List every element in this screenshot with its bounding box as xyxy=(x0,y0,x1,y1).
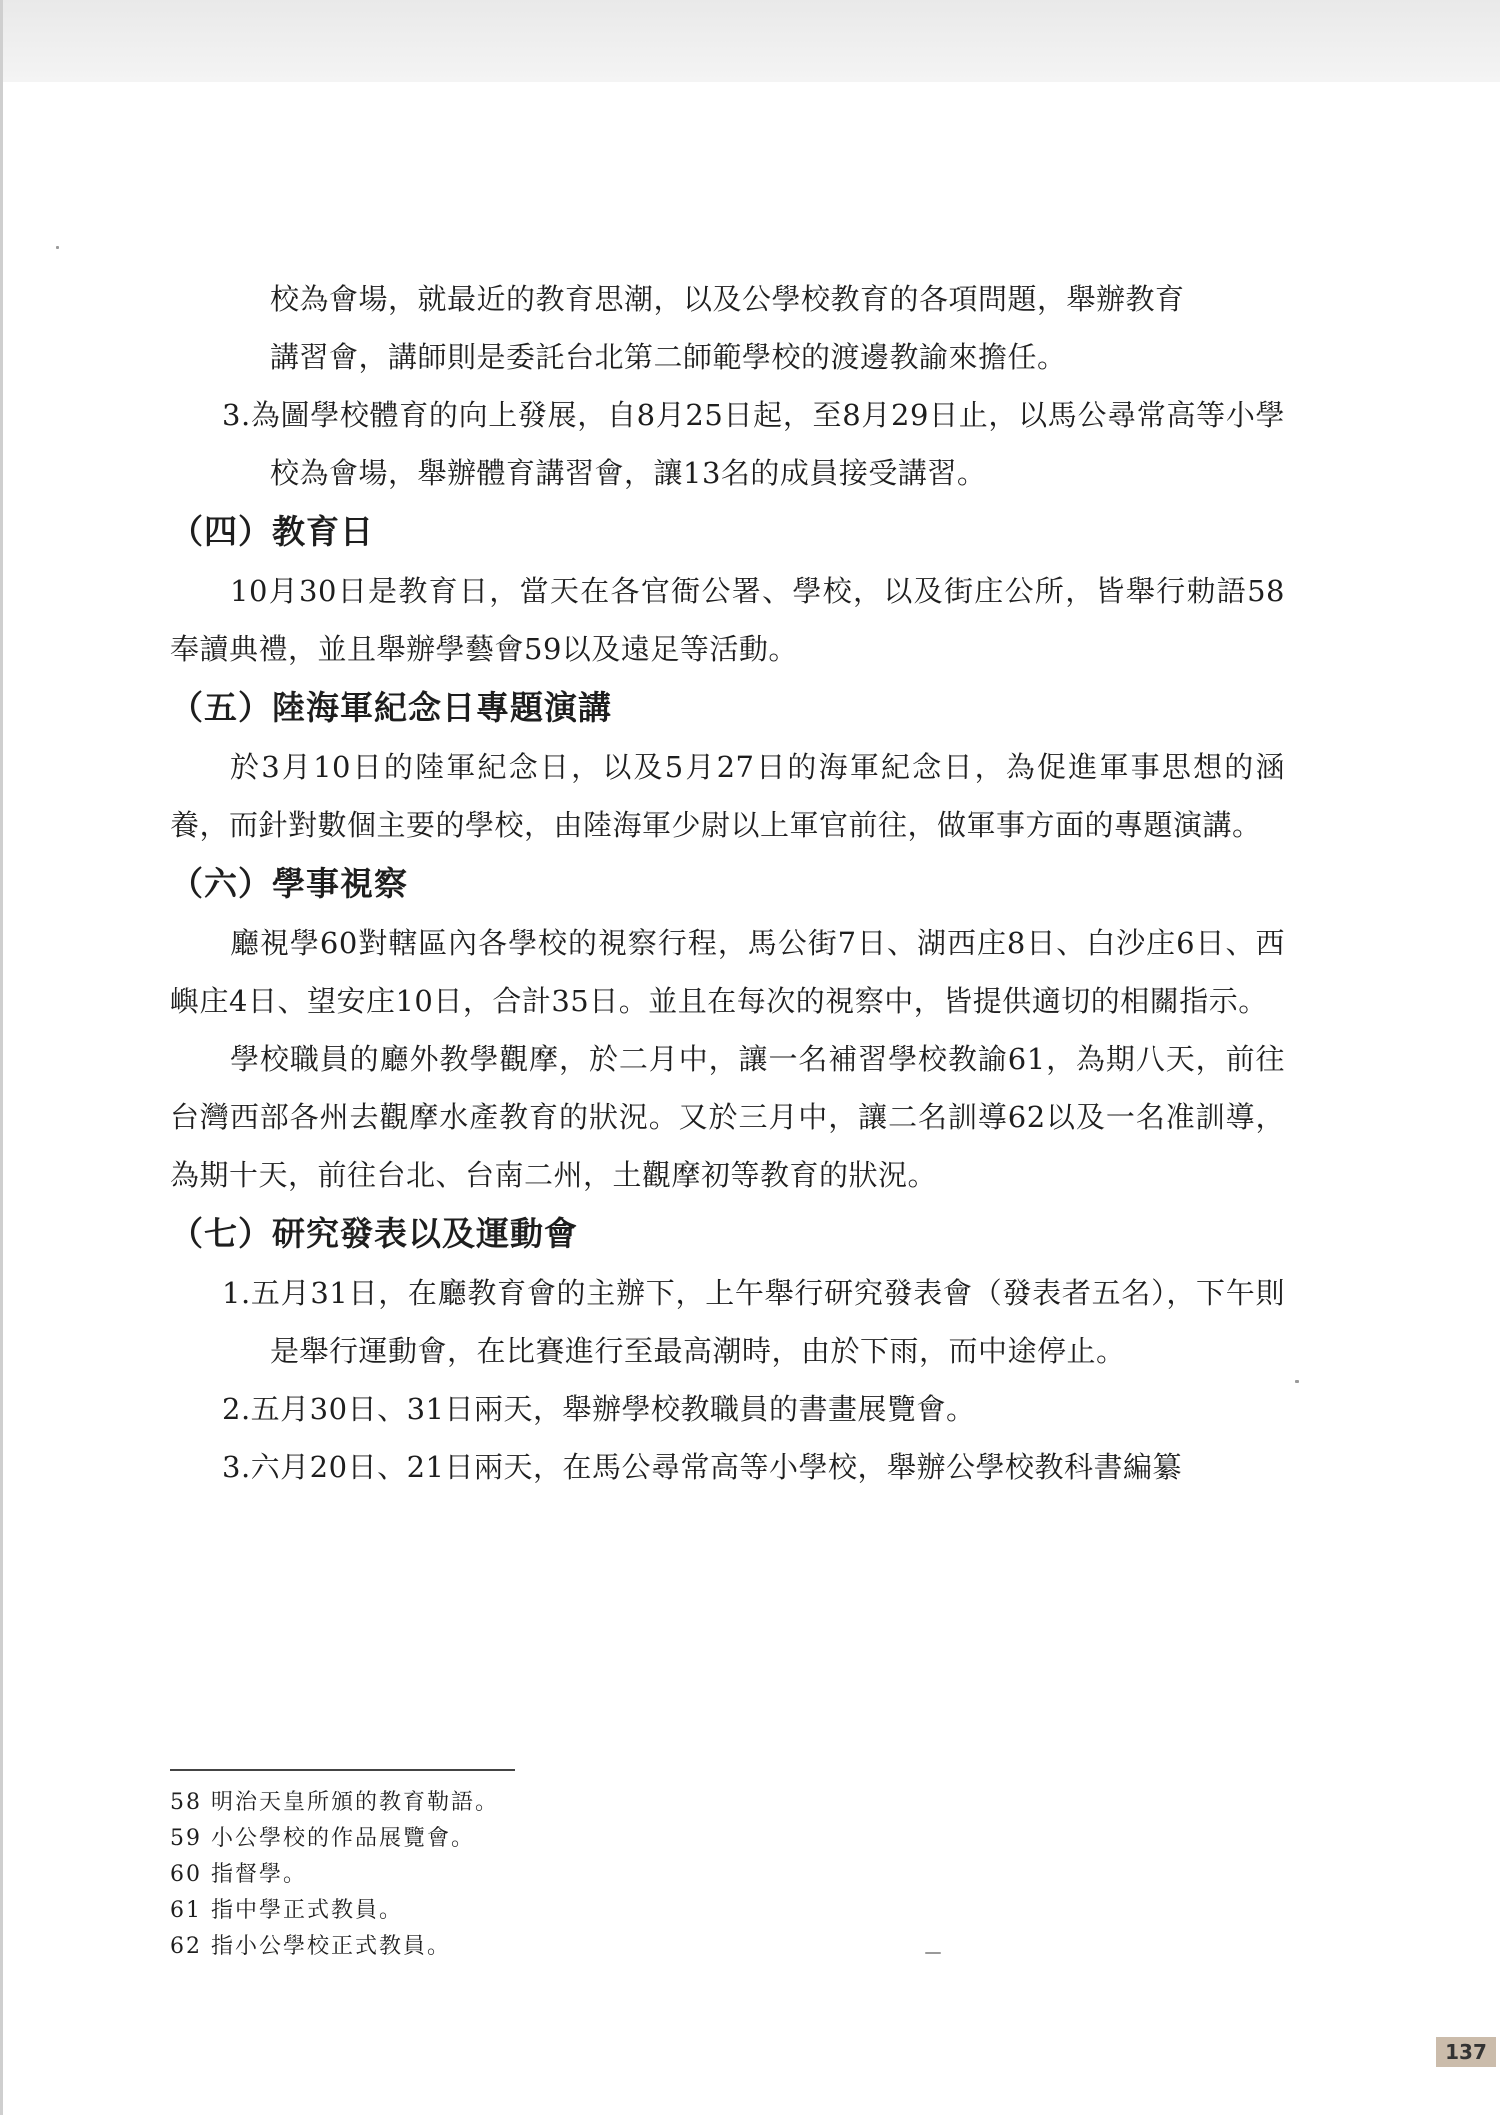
section-heading-4: （四）教育日 xyxy=(170,512,374,551)
list-item-7-1: 1.五月31日，在廳教育會的主辦下，上午舉行研究發表會（發表者五名），下午則是舉行運動會，在比賽進行至最高潮時，由於下雨，而中途停止。 xyxy=(222,1276,1285,1368)
footnotes xyxy=(170,1785,870,1965)
list-item-7-3: 3.六月20日、21日兩天，在馬公尋常高等小學校，舉辦公學校教科書編纂 xyxy=(222,1450,1182,1484)
footnote-62: 62 指小公學校正式教員。 xyxy=(170,1934,451,1959)
page-number: 137 xyxy=(1436,2037,1496,2067)
continued-item-line-1: 校為會場，就最近的教育思潮，以及公學校教育的各項問題，舉辦教育 xyxy=(270,282,1185,316)
footnote-divider xyxy=(170,1769,515,1771)
footnote-61: 61 指中學正式教員。 xyxy=(170,1898,403,1923)
scan-speck xyxy=(56,246,59,249)
main-content xyxy=(170,270,1285,1496)
section-5-paragraph: 於3月10日的陸軍紀念日，以及5月27日的海軍紀念日，為促進軍事思想的涵養，而針對數個主要的學校，由陸海軍少尉以上軍官前往，做軍事方面的專題演講。 xyxy=(170,750,1285,842)
continued-item-line-2: 講習會，講師則是委託台北第二師範學校的渡邊教諭來擔任。 xyxy=(270,340,1067,374)
section-heading-5: （五）陸海軍紀念日專題演講 xyxy=(170,688,612,727)
scan-top-band xyxy=(0,0,1500,82)
section-6-paragraph-1: 廳視學60對轄區內各學校的視察行程，馬公街7日、湖西庄8日、白沙庄6日、西嶼庄4日、望安庄10日，合計35日。並且在每次的視察中，皆提供適切的相關指示。 xyxy=(170,926,1285,1018)
scan-left-edge xyxy=(0,0,3,2115)
footnote-59: 59 小公學校的作品展覽會。 xyxy=(170,1826,475,1851)
section-4-paragraph: 10月30日是教育日，當天在各官衙公署、學校，以及街庄公所，皆舉行勅語58奉讀典禮，並且舉辦學藝會59以及遠足等活動。 xyxy=(170,574,1285,666)
footnote-60: 60 指督學。 xyxy=(170,1862,307,1887)
section-heading-6: （六）學事視察 xyxy=(170,864,408,903)
list-item-7-2: 2.五月30日、31日兩天，舉辦學校教職員的書畫展覽會。 xyxy=(222,1392,976,1426)
section-heading-7: （七）研究發表以及運動會 xyxy=(170,1214,578,1253)
footnote-58: 58 明治天皇所頒的教育勒語。 xyxy=(170,1790,499,1815)
list-item-3: 3.為圖學校體育的向上發展，自8月25日起，至8月29日止，以馬公尋常高等小學校為會場，舉辦體育講習會，讓13名的成員接受講習。 xyxy=(222,398,1285,490)
section-6-paragraph-2: 學校職員的廳外教學觀摩，於二月中，讓一名補習學校教諭61，為期八天，前往台灣西部各州去觀摩水產教育的狀況。又於三月中，讓二名訓導62以及一名准訓導，為期十天，前往台北、台南二州，土觀摩初等教育的狀況。 xyxy=(170,1042,1285,1192)
scan-speck xyxy=(1295,1380,1299,1383)
scan-speck xyxy=(925,1952,941,1954)
